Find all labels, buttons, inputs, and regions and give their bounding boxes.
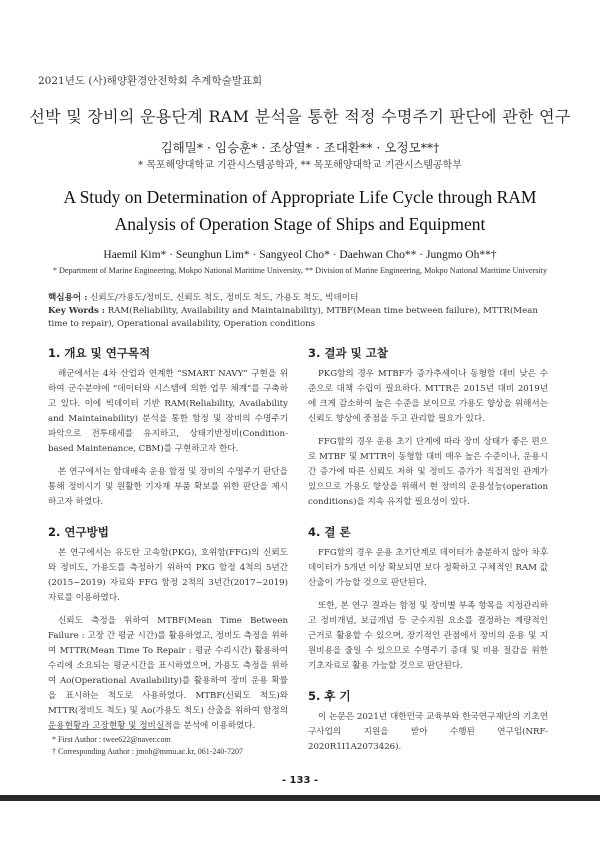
- keywords-korean-text: 신뢰도/가용도/정비도, 신뢰도 척도, 정비도 척도, 가용도 척도, 빅데이터: [90, 293, 359, 303]
- section-5: [308, 688, 548, 755]
- section-4: [308, 524, 548, 674]
- keywords-english-text: RAM(Reliability, Availability and Maintainability), MTBF(Mean time between failure), MTTR(Mean time to repair), Operational availability, Operation conditions: [48, 306, 538, 329]
- section-5-paragraph-1: 이 논문은 2021년 대한민국 교육부와 한국연구재단의 기초연구사업의 지원을 받아 수행된 연구임(NRF-2020R1I1A2073426).: [308, 712, 548, 752]
- section-3-paragraph-1: PKG함의 경우 MTBF가 증가추세이나 동형함 대비 낮은 수준으로 대책 수립이 필요하다. MTTR은 2015년 대비 2019년에 크게 감소하여 높은 수준을 보이므로 가용도 향상을 위해서는 신뢰도 향상에 중점을 두고 관리할 필요가 있다.: [308, 369, 548, 424]
- page-number: - 133 -: [281, 775, 319, 786]
- keywords-block: [48, 292, 558, 331]
- keywords-english: [48, 305, 558, 331]
- left-column: [48, 345, 288, 748]
- title-english-line1: A Study on Determination of Appropriate Life Cycle through RAM: [63, 187, 537, 207]
- section-1-paragraph-2: 본 연구에서는 함대배속 운용 함정 및 장비의 수명주기 판단을 통해 정비시기 및 원활한 기자재 부품 확보를 위한 판단을 제시하고자 하였다.: [48, 467, 288, 507]
- section-4-heading: 4. 결 론: [308, 525, 351, 539]
- section-4-paragraph-1: FFG함의 경우 운용 초기단계로 데이터가 충분하지 않아 차후 데이터가 5개년 이상 확보되면 보다 정확하고 구체적인 RAM 값 산출이 가능할 것으로 판단된다.: [308, 548, 548, 588]
- section-4-paragraph-2: 또한, 본 연구 결과는 함정 및 장비별 부족 항목을 지정관리하고 정비개념, 보급개념 등 군수지원 요소를 결정하는 계량적인 근거로 활용할 수 있으며, 장기적인 관점에서 장비의 운용 및 지원비용을 줄일 수 있으므로 수명주기 증대 및 비용 절감을 위한 기초자료로 활용 가능할 것으로 판단된다.: [308, 601, 548, 671]
- footnotes: [52, 734, 243, 758]
- authors-english: Haemil Kim* · Seunghun Lim* · Sangyeol Cho* · Daehwan Cho** · Jungmo Oh**†: [103, 249, 497, 261]
- footnote-corresponding-author: † Corresponding Author : jmoh@mmu.ac.kr, 061-240-7207: [52, 747, 244, 756]
- section-1-paragraph-1: 해군에서는 4차 산업과 연계한 “SMART NAVY” 구현을 위하여 군수분야에 “데이터와 시스템에 의한 업무 체계”를 구축하고 있다. 이에 빅데이터 기반 RAM(Reliability, Availability and Maintainability) 분석을 통한 함정 및 장비의 수명주기 파악으로 전투태세를 유지하고, 상태기반정비(Condition-based Maintenance, CBM)를 구현하고자 한다.: [48, 369, 288, 454]
- title-english: [20, 184, 580, 238]
- conference-header: 2021년도 (사)해양환경안전학회 추계학술발표회: [38, 75, 263, 87]
- right-column: [308, 345, 548, 769]
- keywords-korean: [48, 292, 558, 305]
- keywords-korean-label: 핵심용어 :: [48, 293, 88, 303]
- section-1: [48, 345, 288, 510]
- affiliation-korean: * 목포해양대학교 기관시스템공학과, ** 목포해양대학교 기관시스템공학부: [138, 160, 462, 171]
- section-2: [48, 524, 288, 734]
- section-3-heading: 3. 결과 및 고찰: [308, 346, 388, 360]
- section-2-heading: 2. 연구방법: [48, 525, 109, 539]
- affiliation-english: * Department of Marine Engineering, Mokpo National Maritime University, ** Division of Marine Engineering, Mokpo National Maritime University: [52, 266, 548, 275]
- section-2-paragraph-2: 신뢰도 측정을 위하여 MTBF(Mean Time Between Failure : 고장 간 평균 시간)를 활용하였고, 정비도 측정을 위하여 MTTR(Mean Time To Repair : 평균 수리시간) 활용하여 수리에 소요되는 평균시간을 표시하였으며, 가용도 측정을 위하여 Ao(Operational Availability)를 활용하여 장비 운용 확률을 표시하는 척도로 사용하였다. MTBF(신뢰도 척도)와 MTTR(정비도 척도) 및 Ao(가용도 척도) 산출을 위하여 함정의 운용현황과 고장현황 및 정비실적을 분석에 이용하였다.: [48, 616, 288, 731]
- title-korean: 선박 및 장비의 운용단계 RAM 분석을 통한 적정 수명주기 판단에 관한 연구: [29, 107, 571, 126]
- section-3: [308, 345, 548, 510]
- footer-bar: [0, 795, 600, 801]
- section-3-paragraph-2: FFG함의 경우 운용 초기 단계에 따라 장비 상태가 좋은 편으로 MTBF 및 MTTR이 동형함 대비 매우 높은 수준이나, 운용시간 증가에 따른 신뢰도 저하 및 정비도 증가가 직접적인 관계가 있으므로 가용도 향상을 위해서 현 장비의 운용성능(operation conditions)을 지속 유지할 필요성이 있다.: [308, 437, 548, 507]
- footnote-first-author: * First Author : twee622@naver.com: [52, 735, 171, 744]
- keywords-english-label: Key Words :: [48, 306, 105, 316]
- section-1-heading: 1. 개요 및 연구목적: [48, 346, 151, 360]
- section-2-paragraph-1: 본 연구에서는 유도탄 고속함(PKG), 호위함(FFG)의 신뢰도와 정비도, 가용도를 측정하기 위하여 PKG 함정 4척의 5년간(2015~2019) 자료와 FFG 함정 2척의 3년간(2017~2019) 자료를 이용하였다.: [48, 548, 288, 603]
- section-5-heading: 5. 후 기: [308, 689, 351, 703]
- footnote-divider: [48, 729, 168, 730]
- title-english-line2: Analysis of Operation Stage of Ships and Equipment: [114, 214, 486, 234]
- authors-korean: 김해밀* · 임승훈* · 조상열* · 조대환** · 오정모**†: [160, 140, 440, 155]
